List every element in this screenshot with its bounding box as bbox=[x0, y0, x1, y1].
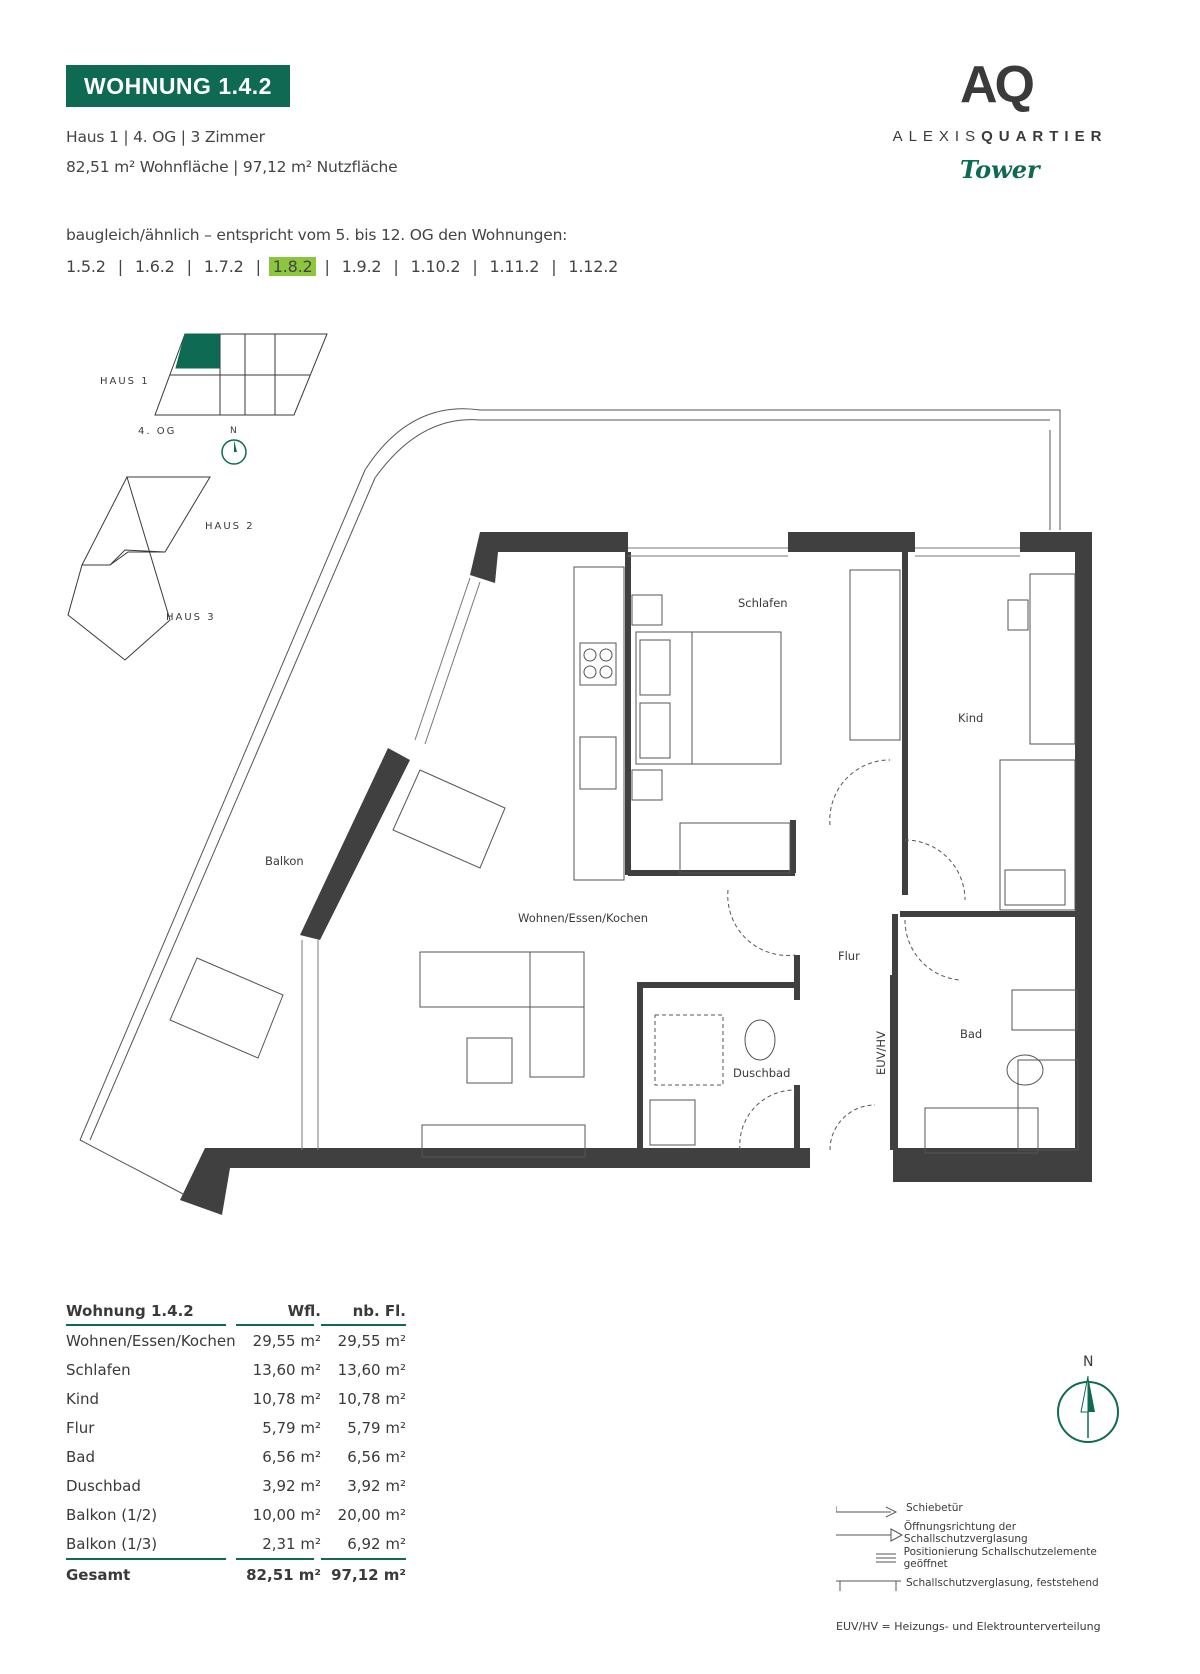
keyplan-north-icon bbox=[222, 426, 246, 464]
svg-text:N: N bbox=[230, 426, 237, 436]
unit-separator: | bbox=[117, 257, 123, 276]
legend bbox=[836, 1495, 1136, 1595]
windows bbox=[302, 548, 1020, 1150]
area-table-total: Gesamt 82,51 m² 97,12 m² bbox=[66, 1565, 406, 1584]
area-table-row: Balkon (1/3) 2,31 m² 6,92 m² bbox=[66, 1534, 406, 1553]
kind-room-furniture bbox=[1000, 574, 1075, 910]
unit-separator: | bbox=[393, 257, 399, 276]
keyplan-floor-label: 4. OG bbox=[138, 426, 177, 437]
room-label-bad: Bad bbox=[960, 1027, 983, 1041]
legend-item-opening-direction: Öffnungsrichtung der Schallschutzverglasung bbox=[836, 1520, 1136, 1545]
room-label-schlafen: Schlafen bbox=[738, 596, 788, 610]
area-table-row: Wohnen/Essen/Kochen 29,55 m² 29,55 m² bbox=[66, 1331, 406, 1350]
keyplan-haus1-label: HAUS 1 bbox=[100, 376, 150, 387]
bath-fixtures bbox=[650, 990, 1078, 1153]
unit-separator: | bbox=[324, 257, 330, 276]
similar-unit-item: 1.11.2 bbox=[489, 257, 540, 276]
keyplan-haus2-3 bbox=[68, 477, 210, 660]
similar-unit-item: 1.10.2 bbox=[410, 257, 461, 276]
similar-unit-item: 1.5.2 bbox=[66, 257, 106, 276]
room-label-flur: Flur bbox=[838, 949, 860, 963]
room-label-kind: Kind bbox=[958, 711, 984, 725]
apartment-title: WOHNUNG 1.4.2 bbox=[66, 65, 290, 107]
keyplan-haus1 bbox=[155, 334, 327, 415]
similar-unit-item: 1.12.2 bbox=[568, 257, 619, 276]
unit-separator: | bbox=[255, 257, 261, 276]
kitchen-counter bbox=[574, 567, 624, 880]
room-label-balkon: Balkon bbox=[265, 854, 304, 868]
aq-logo-mark: AQ bbox=[960, 56, 1032, 114]
similar-unit-item: 1.8.2 bbox=[269, 257, 317, 276]
legend-item-sliding-door: Schiebetür bbox=[836, 1495, 1136, 1520]
area-table-row: Duschbad 3,92 m² 3,92 m² bbox=[66, 1476, 406, 1495]
apartment-info-line1: Haus 1 | 4. OG | 3 Zimmer bbox=[66, 128, 265, 146]
unit-separator: | bbox=[186, 257, 192, 276]
legend-item-fixed-glazing: Schallschutzverglasung, feststehend bbox=[906, 1576, 1099, 1589]
similar-unit-item: 1.9.2 bbox=[341, 257, 382, 276]
area-table-row: Balkon (1/2) 10,00 m² 20,00 m² bbox=[66, 1505, 406, 1524]
keyplan-haus2-label: HAUS 2 bbox=[205, 521, 255, 532]
interior-walls bbox=[628, 552, 1078, 1150]
similar-units-label: baugleich/ähnlich – entspricht vom 5. bis 12. OG den Wohnungen: bbox=[66, 226, 568, 244]
area-table-row: Kind 10,78 m² 10,78 m² bbox=[66, 1389, 406, 1408]
area-table bbox=[66, 1290, 406, 1589]
area-table-header: Wohnung 1.4.2 Wfl. nb. Fl. bbox=[66, 1302, 406, 1320]
keyplan-haus3-label: HAUS 3 bbox=[166, 612, 216, 623]
alexisquartier-logo-text: ALEXISQUARTIER bbox=[892, 128, 1108, 145]
unit-separator: | bbox=[472, 257, 478, 276]
north-compass-icon bbox=[1050, 1350, 1130, 1450]
room-label-wohnen: Wohnen/Essen/Kochen bbox=[518, 911, 649, 925]
room-label-euv: EUV/HV bbox=[874, 1031, 888, 1075]
room-label-duschbad: Duschbad bbox=[733, 1066, 791, 1080]
similar-unit-item: 1.7.2 bbox=[203, 257, 244, 276]
bedroom-furniture bbox=[632, 570, 900, 873]
living-furniture bbox=[420, 952, 585, 1157]
legend-item-panels-open: Positionierung Schallschutzelemente geöffnet bbox=[903, 1545, 1097, 1570]
area-table-row: Flur 5,79 m² 5,79 m² bbox=[66, 1418, 406, 1437]
similar-unit-item: 1.6.2 bbox=[134, 257, 175, 276]
unit-separator: | bbox=[551, 257, 557, 276]
area-table-row: Bad 6,56 m² 6,56 m² bbox=[66, 1447, 406, 1466]
area-table-row: Schlafen 13,60 m² 13,60 m² bbox=[66, 1360, 406, 1379]
footnote-euv: EUV/HV = Heizungs- und Elektrounterverteilung bbox=[836, 1620, 1101, 1633]
apartment-info-line2: 82,51 m² Wohnfläche | 97,12 m² Nutzfläche bbox=[66, 158, 398, 176]
dining-tables bbox=[170, 770, 505, 1058]
tower-logo-text: Tower bbox=[960, 155, 1040, 184]
svg-text:N: N bbox=[1083, 1354, 1094, 1370]
